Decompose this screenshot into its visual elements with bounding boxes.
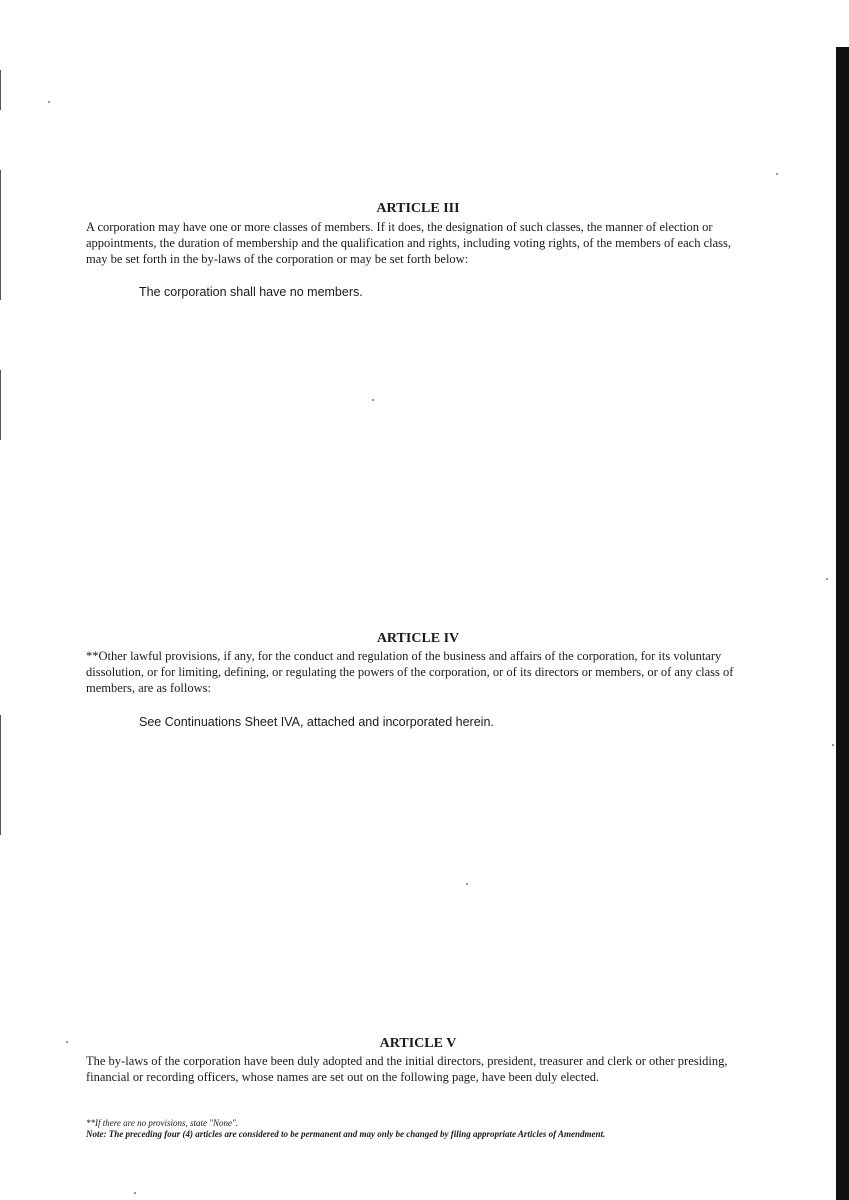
article-v-text: The by-laws of the corporation have been duly adopted and the initial directors, president, treasurer and clerk or other presiding, financial or recording officers, whose names are set out on the following page, have been duly elected. [86,1054,728,1085]
article-iii-answer: The corporation shall have no members. [139,285,363,299]
scan-speck [372,399,374,401]
scan-speck [832,744,834,746]
scan-speck [466,883,468,885]
footnote-permanence-note: Note: The preceding four (4) articles are considered to be permanent and may only be changed by filing appropriate Articles of Amendment. [86,1129,606,1139]
scan-speck [66,1041,68,1043]
article-iii-heading: ARTICLE III [376,201,460,216]
scan-speck [134,1192,136,1194]
scan-edge-line [0,715,1,835]
scan-speck [48,101,50,103]
scan-edge-bar [836,47,849,1200]
article-iv-text: **Other lawful provisions, if any, for the conduct and regulation of the business and affairs of the corporation, for its voluntary dissolution, or for limiting, defining, or regulating the powers of the corporation, or of its directors or members, or of any class of members, are as follows: [86,649,734,696]
scan-edge-line [0,370,1,440]
article-v-heading: ARTICLE V [379,1036,457,1051]
scan-speck [826,578,828,580]
scan-edge-line [0,70,1,110]
article-iii-text: A corporation may have one or more classes of members. If it does, the designation of such classes, the manner of election or appointments, the duration of membership and the qualification and rights, including voting rights, of the members of each class, may be set forth in the by-laws of the corporation or may be set forth below: [86,220,731,267]
scan-speck [776,173,778,175]
scan-edge-line [0,170,1,300]
footnote-no-provisions: **If there are no provisions, state "None". [86,1118,239,1128]
article-iv-answer: See Continuations Sheet IVA, attached and incorporated herein. [139,715,494,729]
article-iv-heading: ARTICLE IV [376,631,460,646]
